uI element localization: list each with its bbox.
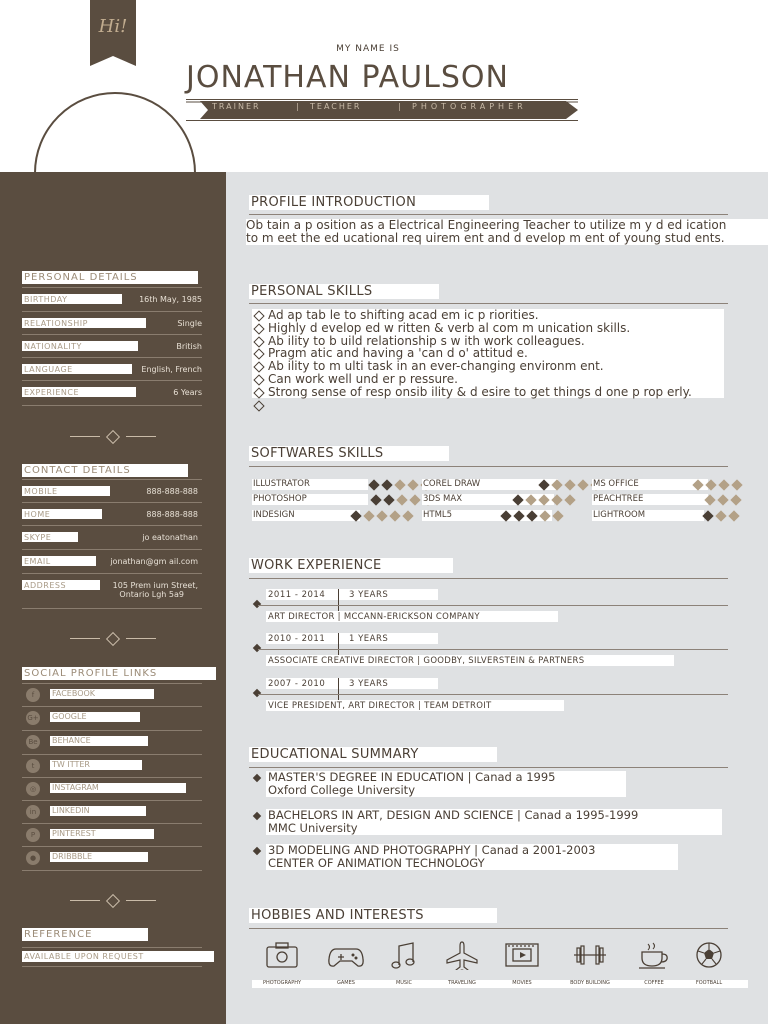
edu-school: Oxford College University	[268, 783, 415, 797]
contact-value: 888-888-888	[146, 510, 198, 519]
social-line	[22, 754, 202, 755]
hobby-label: TRAVELING	[448, 980, 476, 986]
contact-line	[22, 573, 202, 574]
film-icon	[504, 940, 540, 970]
social-link[interactable]: FACEBOOK	[52, 689, 96, 698]
ribbon-underline-2	[186, 99, 578, 100]
social-icon[interactable]: ◎	[26, 782, 40, 796]
role-photographer: PHOTOGRAPHER	[412, 102, 527, 111]
reference-line	[22, 947, 202, 948]
contact-value: 105 Prem ium Street,	[112, 581, 198, 590]
personal-details-title: PERSONAL DETAILS	[24, 272, 138, 283]
software-name: PEACHTREE	[593, 494, 644, 504]
contact-line	[22, 608, 202, 609]
contact-label: SKYPE	[24, 533, 52, 542]
hi-badge-text: Hi!	[98, 16, 128, 37]
edu-school: MMC University	[268, 821, 358, 835]
software-name: LIGHTROOM	[593, 510, 646, 520]
skill-item: Can work well und er p ressure.	[268, 372, 458, 386]
contact-value: 888-888-888	[146, 487, 198, 496]
skill-item: Ab ility to b uild relationship s w ith work colleagues.	[268, 333, 585, 348]
education-rule	[249, 767, 728, 768]
sidebar-divider	[126, 900, 156, 901]
work-duration: 3 YEARS	[349, 590, 389, 600]
skills-title: PERSONAL SKILLS	[251, 284, 373, 299]
social-icon[interactable]: Be	[26, 735, 40, 749]
software-name: HTML5	[423, 510, 453, 520]
hobby-label: GAMES	[337, 980, 355, 986]
social-line	[22, 800, 202, 801]
work-role: ASSOCIATE CREATIVE DIRECTOR | GOODBY, SILVERSTEIN & PARTNERS	[268, 656, 585, 666]
work-duration: 3 YEARS	[349, 679, 389, 689]
role-sep-2: |	[398, 102, 403, 111]
detail-line	[22, 334, 202, 335]
software-title: SOFTWARES SKILLS	[251, 446, 384, 461]
work-role: ART DIRECTOR | MCCANN-ERICKSON COMPANY	[268, 612, 480, 622]
coffee-icon	[636, 940, 672, 970]
software-name: COREL DRAW	[423, 479, 481, 489]
social-icon[interactable]: in	[26, 805, 40, 819]
name-intro: MY NAME IS	[336, 44, 400, 54]
detail-line	[22, 357, 202, 358]
social-link[interactable]: GOOGLE	[52, 712, 87, 721]
work-years: 2007 - 2010	[268, 679, 326, 689]
work-rule	[258, 694, 728, 695]
sidebar-divider	[70, 638, 100, 639]
contact-title: CONTACT DETAILS	[24, 465, 131, 476]
role-trainer: TRAINER	[212, 102, 261, 111]
social-link[interactable]: LINKEDIN	[52, 806, 90, 815]
work-sep	[338, 589, 339, 611]
detail-label: RELATIONSHIP	[24, 319, 88, 328]
gamepad-icon	[328, 940, 364, 970]
edu-degree: 3D MODELING AND PHOTOGRAPHY | Canad a 2001-2003	[268, 843, 596, 857]
work-sep	[338, 678, 339, 700]
software-name: PHOTOSHOP	[253, 494, 307, 504]
role-sep-1: |	[296, 102, 301, 111]
circle-mask	[30, 172, 200, 262]
hobby-label: MOVIES	[512, 980, 532, 986]
detail-line	[22, 380, 202, 381]
sidebar-divider	[70, 436, 100, 437]
social-line	[22, 823, 202, 824]
skill-item: Highly d evelop ed w ritten & verb al com m unication skills.	[268, 320, 631, 335]
social-icon[interactable]: P	[26, 828, 40, 842]
edu-degree: BACHELORS IN ART, DESIGN AND SCIENCE | Canad a 1995-1999	[268, 808, 639, 822]
detail-value: 16th May, 1985	[139, 295, 202, 304]
contact-label: EMAIL	[24, 557, 51, 566]
sidebar-divider	[126, 638, 156, 639]
work-title: WORK EXPERIENCE	[251, 558, 382, 573]
detail-value: English, French	[141, 365, 202, 374]
music-note-icon	[386, 940, 422, 970]
detail-label: BIRTHDAY	[24, 295, 68, 304]
hobbies-title: HOBBIES AND INTERESTS	[251, 908, 424, 923]
profile-text-line: to m eet the ed ucational req uirem ent and d evelop m ent of young stud ents.	[246, 231, 725, 245]
detail-value: Single	[177, 319, 202, 328]
reference-title: REFERENCE	[24, 929, 93, 940]
contact-line	[22, 549, 202, 550]
software-name: ILLUSTRATOR	[253, 479, 310, 489]
social-icon[interactable]: f	[26, 688, 40, 702]
contact-line	[22, 479, 202, 480]
edu-degree: MASTER'S DEGREE IN EDUCATION | Canad a 1995	[268, 770, 556, 784]
edu-school: CENTER OF ANIMATION TECHNOLOGY	[268, 856, 485, 870]
social-line	[22, 706, 202, 707]
airplane-icon	[444, 940, 480, 970]
detail-label: NATIONALITY	[24, 342, 82, 351]
work-sep	[338, 633, 339, 655]
social-link[interactable]: BEHANCE	[52, 736, 91, 745]
hobbies-rule	[249, 928, 728, 929]
reference-line	[22, 966, 202, 967]
work-years: 2010 - 2011	[268, 634, 326, 644]
contact-label: ADDRESS	[24, 581, 67, 590]
contact-value: jo eatonathan	[142, 533, 198, 542]
social-line	[22, 870, 202, 871]
hobby-label: PHOTOGRAPHY	[262, 980, 302, 986]
detail-value: British	[176, 342, 202, 351]
contact-label: MOBILE	[24, 487, 58, 496]
work-rule	[258, 605, 728, 606]
detail-line	[22, 287, 202, 288]
detail-label: LANGUAGE	[24, 365, 73, 374]
work-duration: 1 YEARS	[349, 634, 389, 644]
skill-item: Ab ility to m ulti task in an ever-changing environm ent.	[268, 359, 604, 374]
social-icon[interactable]: ●	[26, 851, 40, 865]
hobby-label: FOOTBALL	[695, 980, 723, 986]
dumbbell-icon	[572, 940, 608, 970]
social-icon[interactable]: G+	[26, 711, 40, 725]
detail-line	[22, 405, 202, 406]
software-name: 3DS MAX	[423, 494, 463, 504]
social-link[interactable]: PINTEREST	[52, 829, 96, 838]
profile-text-line: Ob tain a p osition as a Electrical Engineering Teacher to utilize m y d ed ication	[246, 218, 727, 232]
profile-title: PROFILE INTRODUCTION	[251, 195, 417, 210]
work-role: VICE PRESIDENT, ART DIRECTOR | TEAM DETROIT	[268, 701, 492, 711]
work-rule	[258, 649, 728, 650]
profile-rule	[249, 214, 728, 215]
social-link[interactable]: DRIBBBLE	[52, 852, 93, 861]
software-name: MS OFFICE	[593, 479, 639, 489]
software-rule	[249, 466, 728, 467]
social-title: SOCIAL PROFILE LINKS	[24, 668, 158, 679]
contact-value-2: Ontario Lgh 5a9	[119, 590, 184, 599]
ribbon-underline	[186, 120, 578, 121]
software-name: INDESIGN	[253, 510, 295, 520]
social-line	[22, 846, 202, 847]
sidebar-divider	[126, 436, 156, 437]
work-rule	[249, 578, 728, 579]
contact-line	[22, 502, 202, 503]
hobby-label: BODY BUILDING	[570, 980, 610, 986]
hobby-label: MUSIC	[395, 980, 413, 986]
social-link[interactable]: INSTAGRAM	[52, 783, 99, 792]
social-icon[interactable]: t	[26, 759, 40, 773]
social-line	[22, 683, 202, 684]
camera-icon	[264, 940, 300, 970]
sidebar-divider	[70, 900, 100, 901]
social-line	[22, 777, 202, 778]
detail-value: 6 Years	[173, 388, 202, 397]
football-icon	[691, 940, 727, 970]
page-title: JONATHAN PAULSON	[186, 60, 509, 95]
social-line	[22, 730, 202, 731]
detail-line	[22, 311, 202, 312]
role-teacher: TEACHER	[310, 102, 362, 111]
contact-label: HOME	[24, 510, 51, 519]
detail-label: EXPERIENCE	[24, 388, 80, 397]
education-title: EDUCATIONAL SUMMARY	[251, 747, 419, 762]
work-years: 2011 - 2014	[268, 590, 326, 600]
skill-item: Ad ap tab le to shifting acad em ic p riorities.	[268, 308, 539, 322]
skill-item: Strong sense of resp onsib ility & d esire to get things d one p rop erly.	[268, 384, 692, 399]
skill-item: Pragm atic and having a 'can d o' attitud e.	[268, 346, 528, 361]
skills-rule	[249, 303, 728, 304]
contact-value: jonathan@gm ail.com	[110, 557, 198, 566]
reference-text: AVAILABLE UPON REQUEST	[24, 952, 144, 961]
contact-line	[22, 525, 202, 526]
social-link[interactable]: TW ITTER	[52, 760, 90, 769]
hobby-label: COFFEE	[644, 980, 664, 986]
